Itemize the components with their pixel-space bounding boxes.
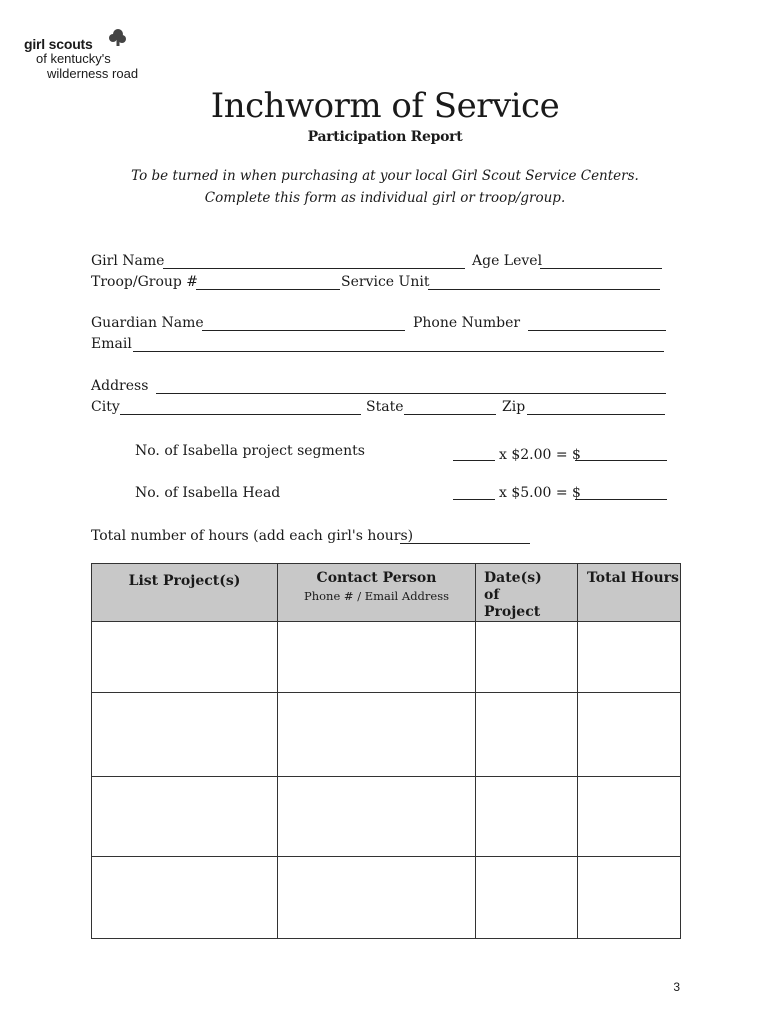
date-cell[interactable] [476, 857, 578, 939]
logo-line-3: wilderness road [47, 66, 139, 81]
hours-cell[interactable] [578, 777, 681, 857]
contact-cell[interactable] [278, 857, 476, 939]
zip-label: Zip [502, 399, 526, 415]
contact-cell[interactable] [278, 777, 476, 857]
head-count-field[interactable] [453, 499, 495, 500]
project-cell[interactable] [92, 622, 278, 693]
header-dates-label: Date(s) of Project [484, 570, 542, 620]
header-list-projects-label: List Project(s) [128, 573, 241, 589]
age-level-label: Age Level [472, 253, 543, 269]
table-header-row [92, 564, 681, 622]
email-field[interactable] [133, 351, 664, 352]
service-unit-label: Service Unit [341, 274, 430, 290]
page-subtitle: Participation Report [307, 129, 463, 145]
troop-group-field[interactable] [196, 289, 340, 290]
hours-cell[interactable] [578, 693, 681, 777]
email-label: Email [91, 336, 132, 352]
segments-rate: x $2.00 = $ [499, 447, 581, 463]
head-amount-field[interactable] [575, 499, 667, 500]
project-cell[interactable] [92, 777, 278, 857]
hours-cell[interactable] [578, 622, 681, 693]
head-rate: x $5.00 = $ [499, 485, 581, 501]
girl-name-field[interactable] [163, 268, 465, 269]
logo-line-1: girl scouts [24, 36, 93, 52]
table-row [92, 622, 681, 693]
header-contact-person-label: Contact Person [316, 570, 437, 586]
table-row [92, 857, 681, 939]
project-cell[interactable] [92, 857, 278, 939]
girl-scouts-logo [24, 28, 174, 88]
logo-line-2: of kentucky's [36, 51, 111, 66]
head-label: No. of Isabella Head [135, 485, 281, 501]
age-level-field[interactable] [540, 268, 662, 269]
city-label: City [91, 399, 120, 415]
hours-cell[interactable] [578, 857, 681, 939]
table-row [92, 777, 681, 857]
header-contact-person-sub: Phone # / Email Address [303, 589, 450, 603]
header-dates [476, 564, 578, 622]
girl-name-label: Girl Name [91, 253, 165, 269]
zip-field[interactable] [527, 414, 665, 415]
table-row [92, 693, 681, 777]
troop-group-label: Troop/Group # [91, 274, 199, 290]
segments-amount-field[interactable] [575, 460, 667, 461]
header-contact-person [278, 564, 476, 622]
total-hours-field[interactable] [400, 543, 530, 544]
page-number: 3 [673, 980, 680, 994]
header-list-projects [92, 564, 278, 622]
total-hours-label: Total number of hours (add each girl's hours) [91, 528, 414, 544]
city-field[interactable] [120, 414, 361, 415]
instruction-line-1: To be turned in when purchasing at your local Girl Scout Service Centers. [131, 168, 639, 184]
guardian-name-field[interactable] [202, 330, 405, 331]
date-cell[interactable] [476, 693, 578, 777]
contact-cell[interactable] [278, 693, 476, 777]
projects-table [91, 563, 681, 939]
phone-number-field[interactable] [528, 330, 666, 331]
project-cell[interactable] [92, 693, 278, 777]
date-cell[interactable] [476, 777, 578, 857]
page-title: Inchworm of Service [210, 86, 560, 126]
header-total-hours-label: Total Hours [587, 570, 679, 586]
state-field[interactable] [404, 414, 496, 415]
state-label: State [366, 399, 404, 415]
service-unit-field[interactable] [428, 289, 660, 290]
date-cell[interactable] [476, 622, 578, 693]
trefoil-icon [108, 28, 128, 46]
contact-cell[interactable] [278, 622, 476, 693]
address-field[interactable] [156, 393, 666, 394]
guardian-name-label: Guardian Name [91, 315, 204, 331]
segments-count-field[interactable] [453, 460, 495, 461]
phone-number-label: Phone Number [413, 315, 521, 331]
address-label: Address [91, 378, 149, 394]
header-total-hours [578, 564, 681, 622]
segments-label: No. of Isabella project segments [135, 443, 365, 459]
instruction-line-2: Complete this form as individual girl or troop/group. [204, 190, 566, 206]
